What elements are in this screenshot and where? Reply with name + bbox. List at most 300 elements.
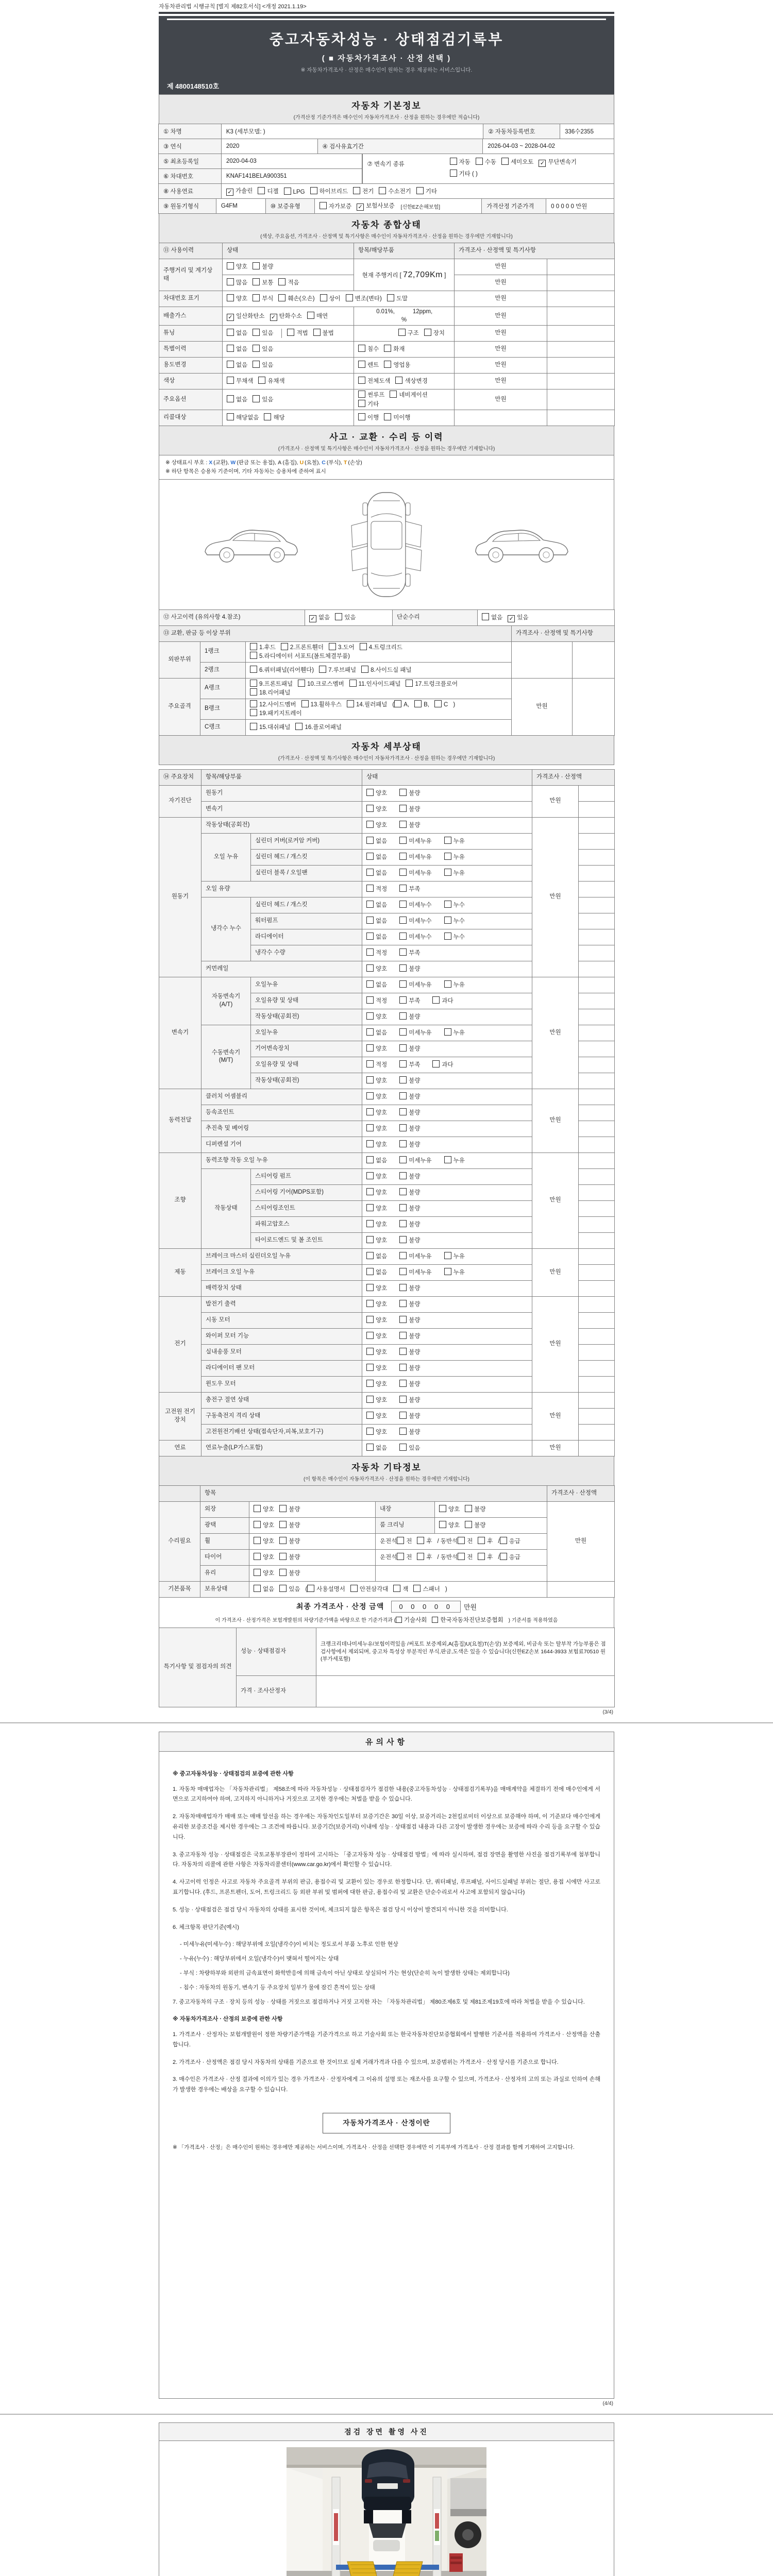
checkbox-icon[interactable] bbox=[320, 294, 327, 301]
checkbox-불량[interactable] bbox=[399, 1220, 420, 1229]
checkbox-icon[interactable] bbox=[444, 1028, 451, 1036]
checkbox-양호[interactable] bbox=[227, 294, 247, 303]
checkbox-침수[interactable] bbox=[358, 345, 379, 354]
checkbox-양호[interactable] bbox=[366, 1044, 387, 1054]
checkbox-icon[interactable] bbox=[313, 329, 321, 336]
checkbox-미세누유[interactable] bbox=[399, 853, 431, 862]
checkbox-후[interactable] bbox=[478, 1553, 493, 1562]
checkbox-icon[interactable] bbox=[254, 1505, 261, 1512]
checkbox-checked-icon[interactable]: ✓ bbox=[226, 189, 233, 196]
checkbox-있음[interactable] bbox=[279, 1585, 300, 1594]
checkbox-icon[interactable] bbox=[366, 1092, 374, 1099]
checkbox-없음[interactable] bbox=[309, 614, 330, 622]
checkbox-불량[interactable] bbox=[279, 1553, 300, 1562]
checkbox-매연[interactable] bbox=[307, 312, 328, 321]
checkbox-누수[interactable] bbox=[444, 933, 465, 942]
checkbox-응급[interactable] bbox=[500, 1553, 520, 1562]
checkbox-불량[interactable] bbox=[399, 1396, 420, 1405]
checkbox-icon[interactable] bbox=[399, 1108, 407, 1115]
checkbox-icon[interactable] bbox=[384, 345, 391, 352]
checkbox-icon[interactable] bbox=[399, 1188, 407, 1195]
checkbox-icon[interactable] bbox=[399, 1172, 407, 1179]
checkbox-양호[interactable] bbox=[366, 1236, 387, 1245]
checkbox-icon[interactable] bbox=[399, 1076, 407, 1083]
checkbox-icon[interactable] bbox=[397, 1537, 404, 1544]
checkbox-양호[interactable] bbox=[366, 1428, 387, 1437]
checkbox-icon[interactable] bbox=[310, 187, 317, 194]
checkbox-과다[interactable] bbox=[432, 996, 453, 1006]
checkbox-icon[interactable] bbox=[366, 805, 374, 812]
checkbox-없음[interactable] bbox=[227, 395, 247, 404]
checkbox-icon[interactable] bbox=[307, 312, 314, 319]
checkbox-양호[interactable] bbox=[366, 1188, 387, 1197]
checkbox-icon[interactable] bbox=[366, 948, 374, 956]
checkbox-icon[interactable] bbox=[278, 278, 285, 285]
checkbox-icon[interactable] bbox=[250, 700, 257, 707]
checkbox-icon[interactable] bbox=[366, 1060, 374, 1067]
checkbox-icon[interactable] bbox=[366, 1444, 374, 1451]
checkbox-불량[interactable] bbox=[279, 1505, 300, 1514]
checkbox-icon[interactable] bbox=[399, 996, 407, 1004]
checkbox-icon[interactable] bbox=[253, 294, 260, 301]
checkbox-icon[interactable] bbox=[399, 1204, 407, 1211]
checkbox-전체도색[interactable] bbox=[358, 377, 390, 386]
checkbox-불량[interactable] bbox=[465, 1505, 485, 1514]
checkbox-양호[interactable] bbox=[366, 1332, 387, 1341]
checkbox-불량[interactable] bbox=[279, 1537, 300, 1546]
checkbox-색상변경[interactable] bbox=[395, 377, 427, 386]
checkbox-미세누수[interactable] bbox=[399, 933, 431, 942]
checkbox-불량[interactable] bbox=[399, 1204, 420, 1213]
checkbox-icon[interactable] bbox=[478, 1537, 485, 1544]
checkbox-icon[interactable] bbox=[444, 917, 451, 924]
checkbox-양호[interactable] bbox=[254, 1553, 274, 1562]
checkbox-없음[interactable] bbox=[254, 1585, 274, 1594]
checkbox-1.후드[interactable] bbox=[250, 643, 276, 652]
checkbox-icon[interactable] bbox=[358, 400, 365, 407]
checkbox-icon[interactable] bbox=[366, 1028, 374, 1036]
checkbox-checked-icon[interactable]: ✓ bbox=[539, 160, 546, 167]
checkbox-icon[interactable] bbox=[393, 1585, 400, 1592]
checkbox-icon[interactable] bbox=[399, 1268, 407, 1275]
checkbox-미세누유[interactable] bbox=[399, 837, 431, 846]
checkbox-icon[interactable] bbox=[227, 377, 234, 384]
checkbox-양호[interactable] bbox=[366, 821, 387, 830]
checkbox-icon[interactable] bbox=[227, 413, 234, 420]
checkbox-불량[interactable] bbox=[399, 1364, 420, 1373]
checkbox-기타[interactable] bbox=[358, 400, 379, 409]
checkbox-icon[interactable] bbox=[227, 262, 234, 269]
checkbox-누유[interactable] bbox=[444, 1028, 465, 1038]
checkbox-icon[interactable] bbox=[366, 1316, 374, 1323]
checkbox-적정[interactable] bbox=[366, 1060, 387, 1070]
checkbox-불량[interactable] bbox=[399, 1380, 420, 1389]
checkbox-icon[interactable] bbox=[320, 202, 327, 209]
checkbox-icon[interactable] bbox=[258, 187, 265, 194]
checkbox-적법[interactable] bbox=[287, 329, 308, 338]
checkbox-불량[interactable] bbox=[399, 1348, 420, 1357]
checkbox-양호[interactable] bbox=[366, 1380, 387, 1389]
checkbox-양호[interactable] bbox=[366, 1364, 387, 1373]
checkbox-양호[interactable] bbox=[227, 262, 247, 272]
checkbox-후[interactable] bbox=[417, 1553, 432, 1562]
checkbox-icon[interactable] bbox=[254, 1569, 261, 1576]
checkbox-없음[interactable] bbox=[366, 1028, 387, 1038]
checkbox-icon[interactable] bbox=[358, 361, 365, 368]
checkbox-양호[interactable] bbox=[366, 1316, 387, 1325]
checkbox-양호[interactable] bbox=[366, 1300, 387, 1309]
checkbox-18.리어패널[interactable] bbox=[250, 688, 290, 698]
checkbox-양호[interactable] bbox=[366, 964, 387, 974]
checkbox-응급[interactable] bbox=[500, 1537, 520, 1546]
checkbox-기타 ( )[interactable] bbox=[450, 168, 478, 180]
checkbox-불량[interactable] bbox=[399, 1012, 420, 1022]
checkbox-불량[interactable] bbox=[399, 1188, 420, 1197]
checkbox-icon[interactable] bbox=[366, 901, 374, 908]
checkbox-A,[interactable] bbox=[394, 700, 409, 709]
checkbox-미세누유[interactable] bbox=[399, 980, 431, 990]
checkbox-적정[interactable] bbox=[366, 885, 387, 894]
checkbox-적정[interactable] bbox=[366, 948, 387, 958]
checkbox-불량[interactable] bbox=[399, 1044, 420, 1054]
checkbox-훼손(오손)[interactable] bbox=[278, 294, 314, 303]
checkbox-장치[interactable] bbox=[424, 329, 445, 338]
checkbox-12.사이드멤버[interactable] bbox=[250, 700, 296, 709]
checkbox-13.휠하우스[interactable] bbox=[301, 700, 342, 709]
checkbox-icon[interactable] bbox=[253, 329, 260, 336]
checkbox-icon[interactable] bbox=[501, 158, 509, 165]
checkbox-기타[interactable] bbox=[416, 187, 437, 195]
checkbox-checked-icon[interactable]: ✓ bbox=[357, 204, 364, 211]
checkbox-양호[interactable] bbox=[366, 1092, 387, 1101]
checkbox-양호[interactable] bbox=[366, 1140, 387, 1149]
checkbox-icon[interactable] bbox=[329, 643, 336, 650]
checkbox-icon[interactable] bbox=[450, 170, 457, 177]
checkbox-8.사이드실 패널[interactable] bbox=[361, 666, 411, 675]
checkbox-있음[interactable] bbox=[508, 614, 528, 622]
checkbox-미이행[interactable] bbox=[384, 413, 410, 422]
checkbox-icon[interactable] bbox=[227, 361, 234, 368]
checkbox-있음[interactable] bbox=[253, 345, 273, 354]
checkbox-icon[interactable] bbox=[399, 933, 407, 940]
checkbox-icon[interactable] bbox=[500, 1553, 507, 1560]
checkbox-icon[interactable] bbox=[458, 1537, 465, 1544]
checkbox-icon[interactable] bbox=[366, 980, 374, 988]
checkbox-불량[interactable] bbox=[399, 1428, 420, 1437]
checkbox-불량[interactable] bbox=[399, 964, 420, 974]
checkbox-icon[interactable] bbox=[360, 643, 367, 650]
checkbox-icon[interactable] bbox=[444, 933, 451, 940]
checkbox-icon[interactable] bbox=[279, 1521, 287, 1528]
checkbox-icon[interactable] bbox=[279, 1537, 287, 1544]
checkbox-가솔린[interactable] bbox=[226, 187, 253, 196]
checkbox-네비게이션[interactable] bbox=[390, 391, 428, 400]
checkbox-11.인사이드패널[interactable] bbox=[349, 680, 401, 689]
checkbox-변조(변타)[interactable] bbox=[346, 294, 382, 303]
checkbox-icon[interactable] bbox=[250, 723, 257, 730]
checkbox-무단변속기[interactable] bbox=[539, 157, 577, 168]
checkbox-icon[interactable] bbox=[394, 700, 401, 707]
checkbox-없음[interactable] bbox=[366, 1268, 387, 1277]
checkbox-14.필러패널[interactable] bbox=[347, 700, 387, 709]
checkbox-유채색[interactable] bbox=[258, 377, 284, 386]
checkbox-icon[interactable] bbox=[361, 666, 368, 673]
checkbox-icon[interactable] bbox=[366, 1188, 374, 1195]
checkbox-icon[interactable] bbox=[399, 1012, 407, 1020]
checkbox-icon[interactable] bbox=[444, 1252, 451, 1259]
checkbox-icon[interactable] bbox=[250, 680, 257, 687]
checkbox-기술사회[interactable] bbox=[396, 1616, 427, 1624]
checkbox-LPG[interactable] bbox=[284, 188, 305, 195]
checkbox-icon[interactable] bbox=[366, 1252, 374, 1259]
checkbox-불량[interactable] bbox=[399, 1412, 420, 1421]
checkbox-icon[interactable] bbox=[250, 688, 257, 696]
checkbox-icon[interactable] bbox=[358, 345, 365, 352]
checkbox-icon[interactable] bbox=[366, 853, 374, 860]
checkbox-양호[interactable] bbox=[366, 1204, 387, 1213]
checkbox-누유[interactable] bbox=[444, 1252, 465, 1261]
checkbox-미세누수[interactable] bbox=[399, 917, 431, 926]
checkbox-양호[interactable] bbox=[366, 1412, 387, 1421]
checkbox-icon[interactable] bbox=[366, 1332, 374, 1339]
checkbox-checked-icon[interactable]: ✓ bbox=[508, 615, 515, 622]
checkbox-C[interactable] bbox=[434, 700, 448, 709]
checkbox-양호[interactable] bbox=[254, 1521, 274, 1530]
checkbox-icon[interactable] bbox=[279, 1585, 287, 1592]
checkbox-icon[interactable] bbox=[366, 917, 374, 924]
checkbox-icon[interactable] bbox=[399, 1060, 407, 1067]
checkbox-icon[interactable] bbox=[279, 1553, 287, 1560]
checkbox-icon[interactable] bbox=[253, 262, 260, 269]
checkbox-icon[interactable] bbox=[366, 1396, 374, 1403]
checkbox-불량[interactable] bbox=[465, 1521, 485, 1530]
checkbox-양호[interactable] bbox=[366, 1220, 387, 1229]
checkbox-4.트렁크리드[interactable] bbox=[360, 643, 402, 652]
checkbox-없음[interactable] bbox=[366, 1156, 387, 1165]
checkbox-icon[interactable] bbox=[399, 1124, 407, 1131]
checkbox-icon[interactable] bbox=[444, 1268, 451, 1275]
checkbox-icon[interactable] bbox=[366, 1220, 374, 1227]
checkbox-icon[interactable] bbox=[366, 869, 374, 876]
checkbox-icon[interactable] bbox=[397, 1553, 404, 1560]
checkbox-icon[interactable] bbox=[417, 1553, 424, 1560]
checkbox-보통[interactable] bbox=[253, 278, 273, 287]
checkbox-자동[interactable] bbox=[450, 157, 470, 168]
checkbox-icon[interactable] bbox=[358, 391, 365, 398]
checkbox-icon[interactable] bbox=[253, 278, 260, 285]
checkbox-icon[interactable] bbox=[399, 1316, 407, 1323]
checkbox-불량[interactable] bbox=[399, 789, 420, 798]
checkbox-icon[interactable] bbox=[465, 1521, 472, 1528]
checkbox-icon[interactable] bbox=[399, 1332, 407, 1339]
checkbox-icon[interactable] bbox=[335, 613, 342, 620]
checkbox-불량[interactable] bbox=[399, 1316, 420, 1325]
checkbox-icon[interactable] bbox=[399, 1044, 407, 1052]
checkbox-icon[interactable] bbox=[301, 700, 309, 707]
checkbox-icon[interactable] bbox=[399, 1364, 407, 1371]
checkbox-icon[interactable] bbox=[432, 1060, 440, 1067]
checkbox-icon[interactable] bbox=[399, 1444, 407, 1451]
checkbox-불량[interactable] bbox=[399, 1092, 420, 1101]
checkbox-영업용[interactable] bbox=[384, 361, 410, 370]
checkbox-icon[interactable] bbox=[399, 901, 407, 908]
checkbox-icon[interactable] bbox=[227, 278, 234, 285]
checkbox-icon[interactable] bbox=[298, 680, 305, 687]
checkbox-icon[interactable] bbox=[227, 294, 234, 301]
checkbox-icon[interactable] bbox=[366, 1172, 374, 1179]
checkbox-icon[interactable] bbox=[253, 345, 260, 352]
checkbox-수소전기[interactable] bbox=[379, 187, 411, 195]
checkbox-많음[interactable] bbox=[227, 278, 247, 287]
checkbox-후[interactable] bbox=[417, 1537, 432, 1546]
checkbox-불량[interactable] bbox=[399, 1284, 420, 1293]
checkbox-디젤[interactable] bbox=[258, 187, 278, 195]
checkbox-스패너[interactable] bbox=[413, 1585, 440, 1594]
checkbox-icon[interactable] bbox=[399, 885, 407, 892]
checkbox-icon[interactable] bbox=[399, 980, 407, 988]
checkbox-icon[interactable] bbox=[307, 1585, 314, 1592]
checkbox-보험사보증[interactable] bbox=[357, 201, 395, 211]
checkbox-icon[interactable] bbox=[399, 1220, 407, 1227]
checkbox-icon[interactable] bbox=[399, 1380, 407, 1387]
checkbox-해당[interactable] bbox=[264, 413, 284, 422]
checkbox-전[interactable] bbox=[397, 1537, 412, 1546]
checkbox-불량[interactable] bbox=[399, 1140, 420, 1149]
checkbox-icon[interactable] bbox=[366, 933, 374, 940]
checkbox-불량[interactable] bbox=[399, 805, 420, 814]
checkbox-icon[interactable] bbox=[264, 413, 271, 420]
checkbox-icon[interactable] bbox=[366, 1012, 374, 1020]
checkbox-icon[interactable] bbox=[482, 613, 489, 620]
checkbox-15.대쉬패널[interactable] bbox=[250, 723, 290, 732]
checkbox-자가보증[interactable] bbox=[320, 202, 351, 210]
checkbox-icon[interactable] bbox=[347, 700, 354, 707]
checkbox-icon[interactable] bbox=[396, 1617, 402, 1623]
checkbox-icon[interactable] bbox=[284, 188, 291, 195]
checkbox-icon[interactable] bbox=[432, 1617, 438, 1623]
checkbox-icon[interactable] bbox=[254, 1553, 261, 1560]
checkbox-icon[interactable] bbox=[250, 709, 257, 716]
checkbox-후[interactable] bbox=[478, 1537, 493, 1546]
checkbox-썬루프[interactable] bbox=[358, 391, 384, 400]
checkbox-icon[interactable] bbox=[358, 413, 365, 420]
checkbox-icon[interactable] bbox=[366, 789, 374, 796]
checkbox-세미오토[interactable] bbox=[501, 157, 533, 168]
checkbox-누수[interactable] bbox=[444, 901, 465, 910]
checkbox-도말[interactable] bbox=[387, 294, 408, 303]
checkbox-누수[interactable] bbox=[444, 917, 465, 926]
checkbox-무채색[interactable] bbox=[227, 377, 253, 386]
checkbox-icon[interactable] bbox=[399, 821, 407, 828]
checkbox-없음[interactable] bbox=[366, 853, 387, 862]
checkbox-icon[interactable] bbox=[478, 1553, 485, 1560]
checkbox-양호[interactable] bbox=[254, 1569, 274, 1578]
checkbox-icon[interactable] bbox=[399, 917, 407, 924]
checkbox-icon[interactable] bbox=[366, 1044, 374, 1052]
checkbox-icon[interactable] bbox=[358, 377, 365, 384]
checkbox-icon[interactable] bbox=[353, 187, 360, 194]
checkbox-양호[interactable] bbox=[366, 1012, 387, 1022]
checkbox-양호[interactable] bbox=[366, 789, 387, 798]
checkbox-icon[interactable] bbox=[399, 1156, 407, 1163]
checkbox-icon[interactable] bbox=[287, 329, 294, 336]
checkbox-icon[interactable] bbox=[227, 345, 234, 352]
checkbox-icon[interactable] bbox=[399, 869, 407, 876]
checkbox-없음[interactable] bbox=[366, 869, 387, 878]
checkbox-icon[interactable] bbox=[399, 853, 407, 860]
checkbox-icon[interactable] bbox=[387, 294, 394, 301]
checkbox-checked-icon[interactable]: ✓ bbox=[227, 314, 234, 321]
checkbox-3.도어[interactable] bbox=[329, 643, 355, 652]
checkbox-적음[interactable] bbox=[278, 278, 299, 287]
checkbox-2.프론트휀더[interactable] bbox=[281, 643, 324, 652]
checkbox-icon[interactable] bbox=[465, 1505, 472, 1512]
checkbox-icon[interactable] bbox=[399, 964, 407, 972]
checkbox-양호[interactable] bbox=[366, 1348, 387, 1357]
checkbox-9.프론트패널[interactable] bbox=[250, 680, 293, 689]
checkbox-탄화수소[interactable] bbox=[270, 313, 302, 321]
checkbox-없음[interactable] bbox=[366, 917, 387, 926]
checkbox-icon[interactable] bbox=[399, 805, 407, 812]
checkbox-불량[interactable] bbox=[253, 262, 273, 272]
checkbox-불량[interactable] bbox=[399, 1300, 420, 1309]
checkbox-icon[interactable] bbox=[399, 1396, 407, 1403]
checkbox-icon[interactable] bbox=[295, 723, 303, 730]
checkbox-icon[interactable] bbox=[366, 1380, 374, 1387]
checkbox-icon[interactable] bbox=[399, 948, 407, 956]
checkbox-icon[interactable] bbox=[399, 1252, 407, 1259]
checkbox-icon[interactable] bbox=[399, 789, 407, 796]
checkbox-icon[interactable] bbox=[254, 1521, 261, 1528]
checkbox-icon[interactable] bbox=[434, 700, 442, 707]
checkbox-icon[interactable] bbox=[254, 1537, 261, 1544]
checkbox-없음[interactable] bbox=[227, 361, 247, 370]
checkbox-icon[interactable] bbox=[444, 853, 451, 860]
checkbox-icon[interactable] bbox=[346, 294, 353, 301]
checkbox-이행[interactable] bbox=[358, 413, 379, 422]
checkbox-불법[interactable] bbox=[313, 329, 334, 338]
checkbox-icon[interactable] bbox=[366, 885, 374, 892]
checkbox-불량[interactable] bbox=[279, 1521, 300, 1530]
checkbox-불량[interactable] bbox=[399, 1108, 420, 1117]
checkbox-icon[interactable] bbox=[500, 1537, 507, 1544]
checkbox-icon[interactable] bbox=[379, 187, 386, 194]
checkbox-icon[interactable] bbox=[254, 1585, 261, 1592]
checkbox-상이[interactable] bbox=[320, 294, 341, 303]
checkbox-icon[interactable] bbox=[395, 377, 402, 384]
checkbox-icon[interactable] bbox=[366, 837, 374, 844]
checkbox-미세누유[interactable] bbox=[399, 1156, 431, 1165]
checkbox-전기[interactable] bbox=[353, 187, 374, 195]
checkbox-해당없음[interactable] bbox=[227, 413, 259, 422]
checkbox-icon[interactable] bbox=[399, 1236, 407, 1243]
checkbox-없음[interactable] bbox=[366, 1252, 387, 1261]
checkbox-icon[interactable] bbox=[366, 1156, 374, 1163]
checkbox-부족[interactable] bbox=[399, 948, 420, 958]
checkbox-없음[interactable] bbox=[366, 837, 387, 846]
checkbox-icon[interactable] bbox=[366, 1428, 374, 1435]
checkbox-있음[interactable] bbox=[253, 329, 273, 338]
checkbox-19.패키지트레이[interactable] bbox=[250, 709, 302, 718]
checkbox-icon[interactable] bbox=[390, 391, 397, 398]
checkbox-17.트렁크플로어[interactable] bbox=[406, 680, 458, 689]
checkbox-icon[interactable] bbox=[279, 1505, 287, 1512]
checkbox-icon[interactable] bbox=[399, 1428, 407, 1435]
checkbox-icon[interactable] bbox=[350, 1585, 358, 1592]
checkbox-icon[interactable] bbox=[439, 1521, 446, 1528]
checkbox-icon[interactable] bbox=[439, 1505, 446, 1512]
checkbox-누유[interactable] bbox=[444, 1268, 465, 1277]
